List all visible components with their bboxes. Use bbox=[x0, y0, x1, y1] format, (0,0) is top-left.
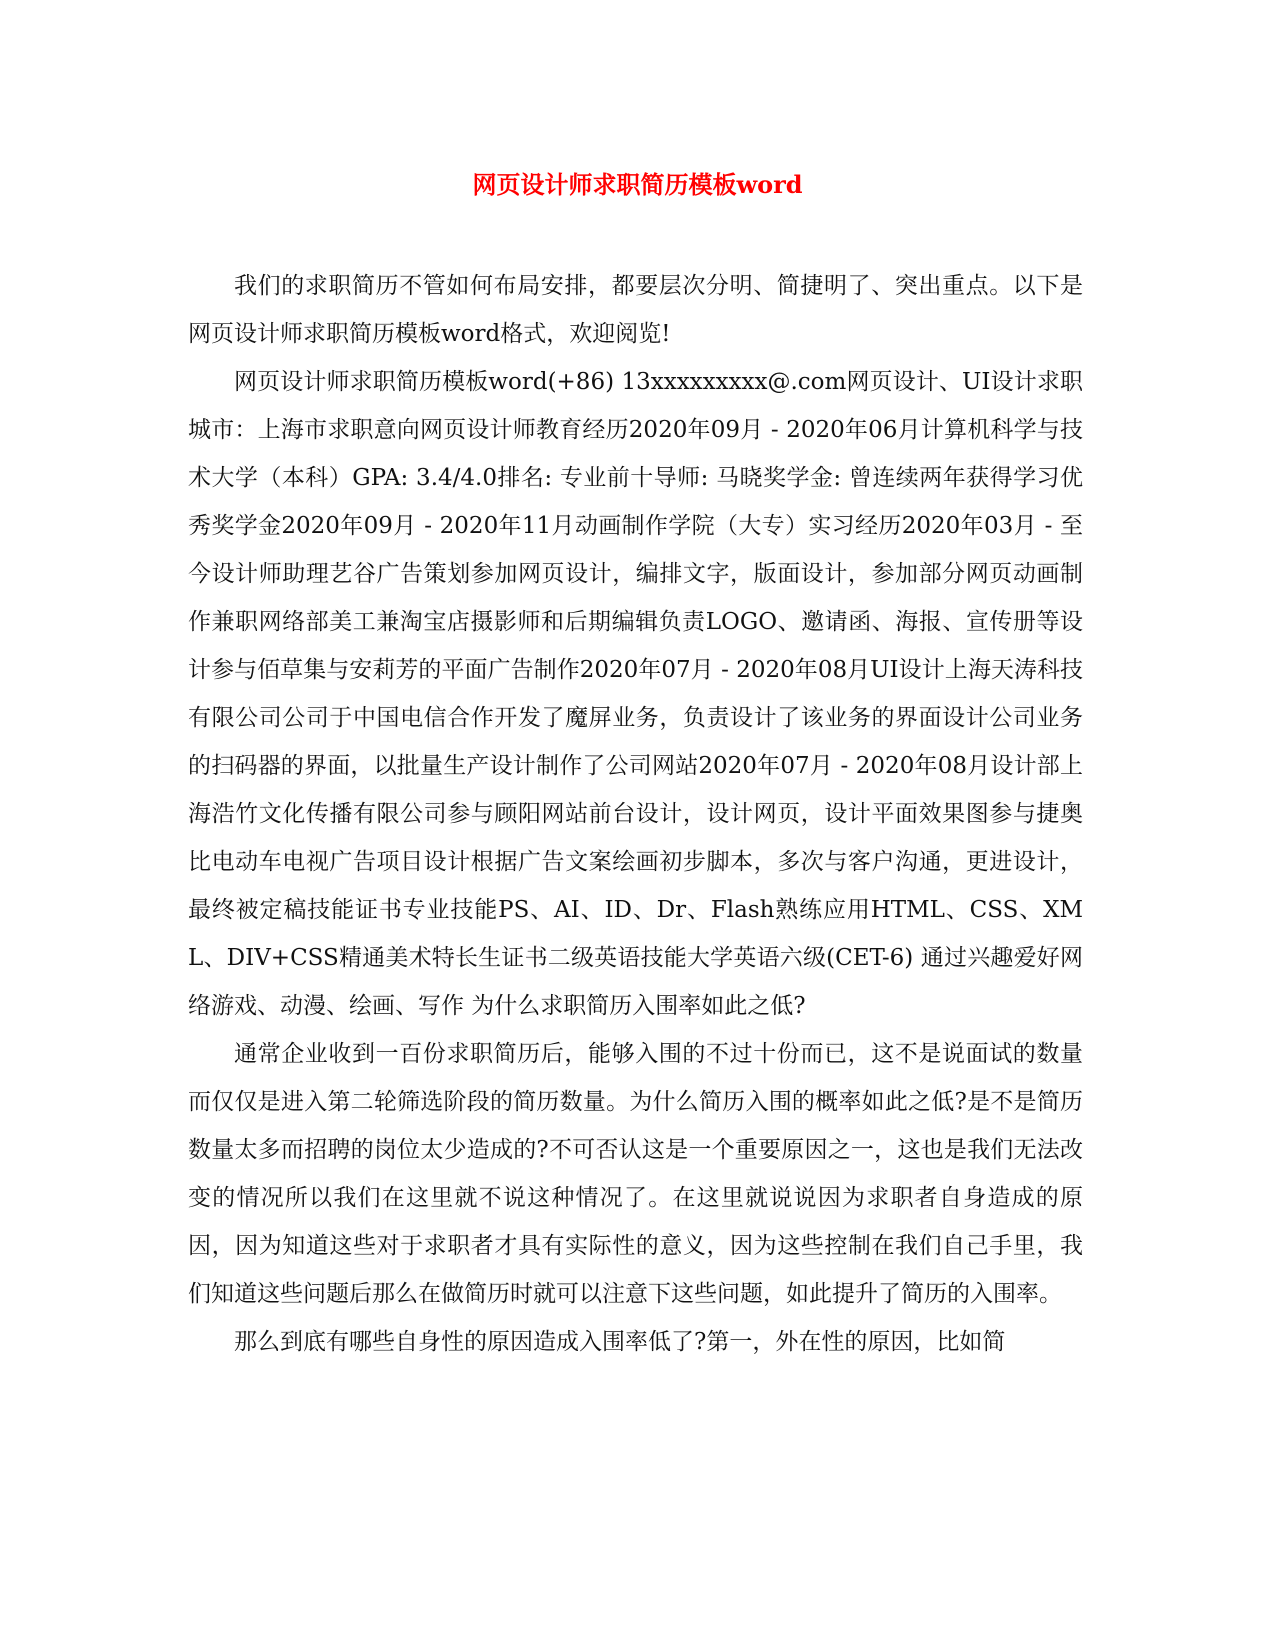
document-title: 网页设计师求职简历模板word bbox=[472, 170, 803, 199]
paragraph-resume-template: 网页设计师求职简历模板word(+86) 13xxxxxxxxx@.com网页设计、UI设计求职城市：上海市求职意向网页设计师教育经历2020年09月 - 2020年06月计算机科学与技术大学（本科）GPA: 3.4/4.0排名: 专业前十导师: 马晓奖学金: 曾连续两年获得学习优秀奖学金2020年09月 - 2020年11月动画制作学院（大专）实习经历2020年03月 - 至今设计师助理艺谷广告策划参加网页设计，编排文字，版面设计，参加部分网页动画制作兼职网络部美工兼淘宝店摄影师和后期编辑负责LOGO、邀请函、海报、宣传册等设计参与佰草集与安莉芳的平面广告制作2020年07月 - 2020年08月UI设计上海天涛科技有限公司公司于中国电信合作开发了魔屏业务，负责设计了该业务的界面设计公司业务的扫码器的界面，以批量生产设计制作了公司网站2020年07月 - 2020年08月设计部上海浩竹文化传播有限公司参与顾阳网站前台设计，设计网页，设计平面效果图参与捷奥比电动车电视广告项目设计根据广告文案绘画初步脚本，多次与客户沟通，更进设计，最终被定稿技能证书专业技能PS、AI、ID、Dr、Flash熟练应用HTML、CSS、XML、DIV+CSS精通美术特长生证书二级英语技能大学英语六级(CET-6) 通过兴趣爱好网络游戏、动漫、绘画、写作 为什么求职简历入围率如此之低? bbox=[188, 369, 1083, 1019]
paragraph-intro: 我们的求职简历不管如何布局安排，都要层次分明、简捷明了、突出重点。以下是网页设计师求职简历模板word格式，欢迎阅览! bbox=[188, 273, 1083, 347]
paragraph-self-reasons: 那么到底有哪些自身性的原因造成入围率低了?第一，外在性的原因，比如简 bbox=[234, 1329, 1006, 1355]
paragraph-low-shortlist-rate: 通常企业收到一百份求职简历后，能够入围的不过十份而已，这不是说面试的数量而仅仅是进入第二轮筛选阶段的简历数量。为什么简历入围的概率如此之低?是不是简历数量太多而招聘的岗位太少造成的?不可否认这是一个重要原因之一，这也是我们无法改变的情况所以我们在这里就不说这种情况了。在这里就说说因为求职者自身造成的原因，因为知道这些对于求职者才具有实际性的意义，因为这些控制在我们自己手里，我们知道这些问题后那么在做简历时就可以注意下这些问题，如此提升了简历的入围率。 bbox=[188, 1041, 1083, 1307]
document-body bbox=[188, 262, 1083, 1366]
